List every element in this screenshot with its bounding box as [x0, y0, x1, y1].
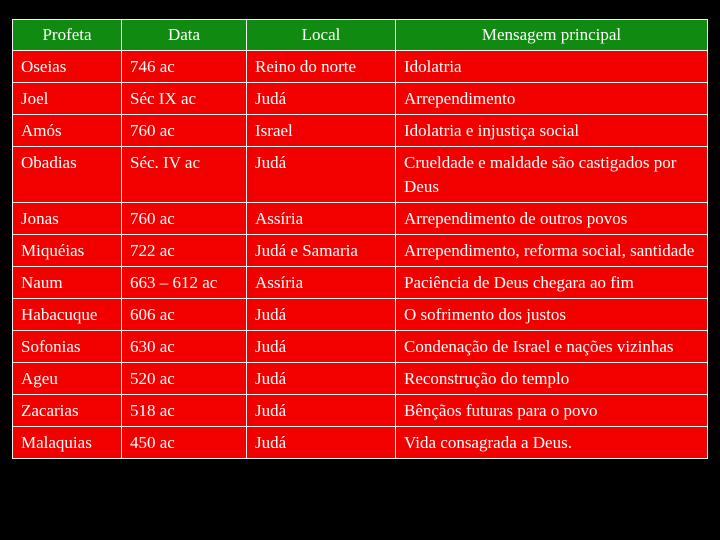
cell-data: 450 ac [122, 427, 247, 459]
cell-profeta: Joel [13, 83, 122, 115]
table-row [13, 331, 708, 363]
header-local: Local [247, 20, 396, 51]
cell-data: 760 ac [122, 115, 247, 147]
cell-mensagem: Arrependimento de outros povos [396, 203, 708, 235]
cell-data: Séc. IV ac [122, 147, 247, 203]
cell-data: 722 ac [122, 235, 247, 267]
cell-local: Reino do norte [247, 51, 396, 83]
cell-profeta: Oseias [13, 51, 122, 83]
cell-mensagem: Idolatria e injustiça social [396, 115, 708, 147]
cell-local: Judá [247, 299, 396, 331]
cell-mensagem: Arrependimento, reforma social, santidade [396, 235, 708, 267]
cell-mensagem: Paciência de Deus chegara ao fim [396, 267, 708, 299]
cell-data: 518 ac [122, 395, 247, 427]
cell-local: Judá [247, 427, 396, 459]
cell-data: 630 ac [122, 331, 247, 363]
cell-local: Judá [247, 395, 396, 427]
cell-local: Israel [247, 115, 396, 147]
table-row [13, 51, 708, 83]
cell-profeta: Obadias [13, 147, 122, 203]
cell-local: Judá [247, 147, 396, 203]
cell-profeta: Jonas [13, 203, 122, 235]
cell-profeta: Miquéias [13, 235, 122, 267]
cell-mensagem: Crueldade e maldade são castigados por Deus [396, 147, 708, 203]
prophets-table [12, 19, 708, 459]
cell-local: Judá [247, 363, 396, 395]
cell-mensagem: Condenação de Israel e nações vizinhas [396, 331, 708, 363]
table-row [13, 203, 708, 235]
table-row [13, 235, 708, 267]
cell-mensagem: Bênçãos futuras para o povo [396, 395, 708, 427]
cell-mensagem: O sofrimento dos justos [396, 299, 708, 331]
cell-profeta: Ageu [13, 363, 122, 395]
header-mensagem: Mensagem principal [396, 20, 708, 51]
cell-data: 606 ac [122, 299, 247, 331]
cell-profeta: Zacarias [13, 395, 122, 427]
table-row [13, 267, 708, 299]
table-row [13, 83, 708, 115]
cell-local: Judá [247, 331, 396, 363]
cell-mensagem: Vida consagrada a Deus. [396, 427, 708, 459]
cell-profeta: Sofonias [13, 331, 122, 363]
table-row [13, 363, 708, 395]
cell-profeta: Habacuque [13, 299, 122, 331]
cell-data: 520 ac [122, 363, 247, 395]
cell-data: Séc IX ac [122, 83, 247, 115]
table-row [13, 115, 708, 147]
cell-local: Assíria [247, 267, 396, 299]
table-row [13, 395, 708, 427]
header-row [13, 20, 708, 51]
cell-data: 663 – 612 ac [122, 267, 247, 299]
table-row [13, 427, 708, 459]
cell-local: Assíria [247, 203, 396, 235]
cell-mensagem: Reconstrução do templo [396, 363, 708, 395]
header-data: Data [122, 20, 247, 51]
cell-mensagem: Arrependimento [396, 83, 708, 115]
cell-profeta: Naum [13, 267, 122, 299]
cell-data: 746 ac [122, 51, 247, 83]
cell-profeta: Amós [13, 115, 122, 147]
table-row [13, 147, 708, 203]
cell-local: Judá e Samaria [247, 235, 396, 267]
cell-profeta: Malaquias [13, 427, 122, 459]
cell-local: Judá [247, 83, 396, 115]
header-profeta: Profeta [13, 20, 122, 51]
table-row [13, 299, 708, 331]
cell-mensagem: Idolatria [396, 51, 708, 83]
cell-data: 760 ac [122, 203, 247, 235]
